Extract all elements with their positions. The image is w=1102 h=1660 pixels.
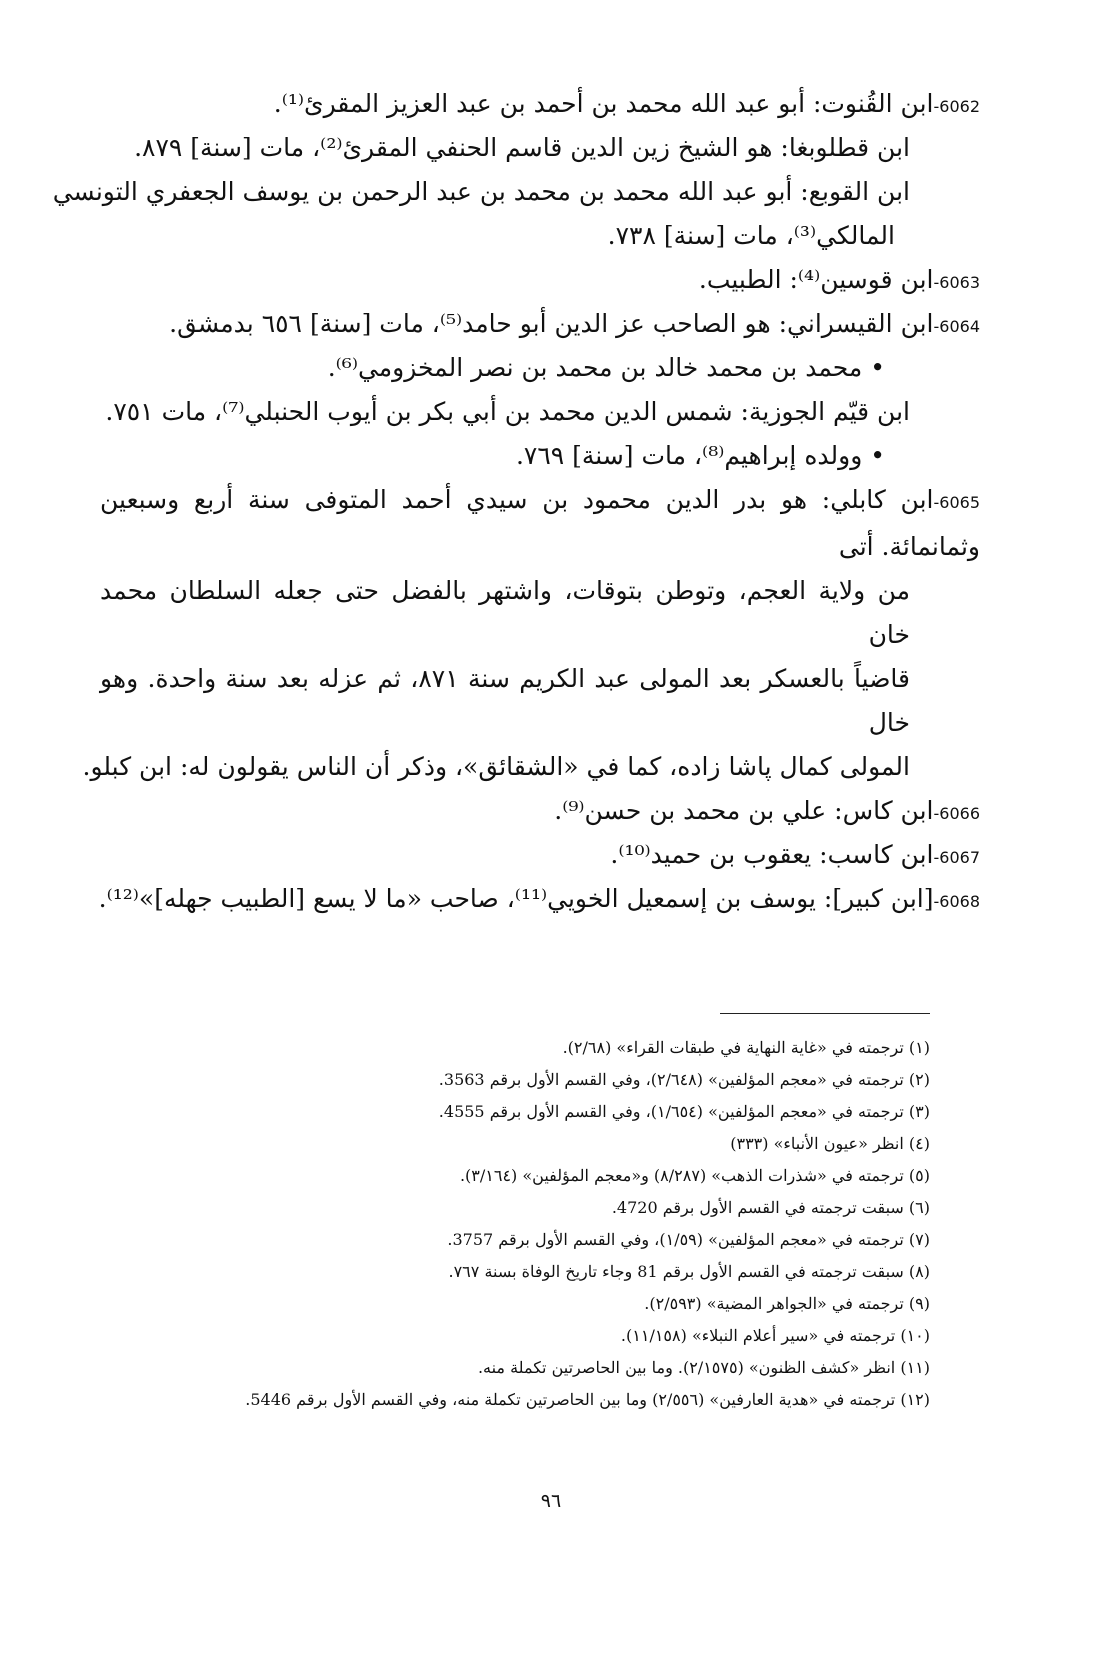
entry-6065 xyxy=(100,478,980,569)
entry-number: 6067- xyxy=(933,848,980,867)
footnote: (٨) سبقت ترجمته في القسم الأول برقم 81 وجاء تاريخ الوفاة بسنة ٧٦٧. xyxy=(448,1262,930,1281)
entry-sub-item xyxy=(100,346,980,390)
entry-text: ابن القوبع: أبو عبد الله محمد بن محمد بن عبد الرحمن بن يوسف الجعفري التونسي xyxy=(52,177,910,206)
footnote: (١٠) ترجمته في «سير أعلام النبلاء» (١١/١٥٨). xyxy=(620,1326,930,1345)
entry-number: 6068- xyxy=(933,892,980,911)
entry-text: [ابن كبير]: يوسف بن إسمعيل الخويي⁽¹¹⁾، صاحب «ما لا يسع [الطبيب جهله]»⁽¹²⁾. xyxy=(98,884,934,913)
entry-text: المولى كمال پاشا زاده، كما في «الشقائق»، وذكر أن الناس يقولون له: ابن كبلو. xyxy=(82,752,910,781)
entry-6067 xyxy=(100,833,980,877)
footnotes-list xyxy=(150,1032,930,1416)
entry-continuation xyxy=(100,657,980,745)
entry-text: • محمد بن محمد خالد بن محمد بن نصر المخزومي⁽⁶⁾. xyxy=(327,353,885,382)
entry-number: 6065- xyxy=(933,493,980,512)
entry-6064 xyxy=(100,302,980,346)
entry-text: ابن القُنوت: أبو عبد الله محمد بن أحمد بن عبد العزيز المقرئ⁽¹⁾. xyxy=(273,89,934,118)
footnote: (١١) انظر «كشف الظنون» (٢/١٥٧٥). وما بين الحاصرتين تكملة منه. xyxy=(477,1358,930,1377)
entry-6068 xyxy=(100,877,980,921)
entry-text: ابن قيّم الجوزية: شمس الدين محمد بن أبي بكر بن أيوب الحنبلي⁽⁷⁾، مات ٧٥١. xyxy=(105,397,910,426)
entry-text: ابن كاسب: يعقوب بن حميد⁽¹⁰⁾. xyxy=(610,840,934,869)
entry-continuation xyxy=(100,569,980,657)
entry-6062 xyxy=(100,82,980,126)
entry-ibn-al-qawbaa xyxy=(52,170,980,214)
entry-text: ابن كابلي: هو بدر الدين محمود بن سيدي أحمد المتوفى سنة أربع وسبعين وثمانمائة. أتى xyxy=(100,485,980,561)
entry-text: ابن قوسين⁽⁴⁾: الطبيب. xyxy=(698,265,934,294)
footnote: (١) ترجمته في «غاية النهاية في طبقات القراء» (٢/٦٨). xyxy=(562,1038,930,1057)
entry-text: المالكي⁽³⁾، مات [سنة] ٧٣٨. xyxy=(607,221,895,250)
footnote: (٦) سبقت ترجمته في القسم الأول برقم 4720. xyxy=(611,1198,930,1217)
entries-list xyxy=(52,82,980,921)
entry-continuation xyxy=(100,214,980,258)
footnote-separator xyxy=(720,1013,930,1014)
footnote: (٤) انظر «عيون الأنباء» (٣٣٣) xyxy=(730,1134,930,1153)
entry-sub-item xyxy=(100,434,980,478)
entry-6066 xyxy=(100,789,980,833)
entry-number: 6064- xyxy=(933,317,980,336)
entry-text: ابن كاس: علي بن محمد بن حسن⁽⁹⁾. xyxy=(554,796,934,825)
entry-number: 6062- xyxy=(933,97,980,116)
footnote: (٧) ترجمته في «معجم المؤلفين» (١/٥٩)، وفي القسم الأول برقم 3757. xyxy=(447,1230,930,1249)
footnote: (٥) ترجمته في «شذرات الذهب» (٨/٢٨٧) و«معجم المؤلفين» (٣/١٦٤). xyxy=(459,1166,930,1185)
entry-6063 xyxy=(100,258,980,302)
entry-number: 6063- xyxy=(933,273,980,292)
footnote: (٩) ترجمته في «الجواهر المضية» (٢/٥٩٣). xyxy=(644,1294,930,1313)
footnote: (١٢) ترجمته في «هدية العارفين» (٢/٥٥٦) وما بين الحاصرتين تكملة منه، وفي القسم الأول برقم 5446. xyxy=(245,1390,930,1409)
entry-ibn-qayyim xyxy=(100,390,980,434)
footnote: (٢) ترجمته في «معجم المؤلفين» (٢/٦٤٨)، وفي القسم الأول برقم 3563. xyxy=(438,1070,930,1089)
entry-text: ابن القيسراني: هو الصاحب عز الدين أبو حامد⁽⁵⁾، مات [سنة] ٦٥٦ بدمشق. xyxy=(169,309,934,338)
entry-ibn-qutlubugha xyxy=(100,126,980,170)
entry-continuation xyxy=(82,745,980,789)
entry-text: • وولده إبراهيم⁽⁸⁾، مات [سنة] ٧٦٩. xyxy=(515,441,885,470)
entry-text: ابن قطلوبغا: هو الشيخ زين الدين قاسم الحنفي المقرئ⁽²⁾، مات [سنة] ٨٧٩. xyxy=(134,133,910,162)
page-number: ٩٦ xyxy=(540,1490,562,1512)
footnote: (٣) ترجمته في «معجم المؤلفين» (١/٦٥٤)، وفي القسم الأول برقم 4555. xyxy=(438,1102,930,1121)
entry-number: 6066- xyxy=(933,804,980,823)
entry-text: من ولاية العجم، وتوطن بتوقات، واشتهر بالفضل حتى جعله السلطان محمد خان xyxy=(100,576,910,649)
entry-text: قاضياً بالعسكر بعد المولى عبد الكريم سنة ٨٧١، ثم عزله بعد سنة واحدة. وهو خال xyxy=(100,664,910,737)
